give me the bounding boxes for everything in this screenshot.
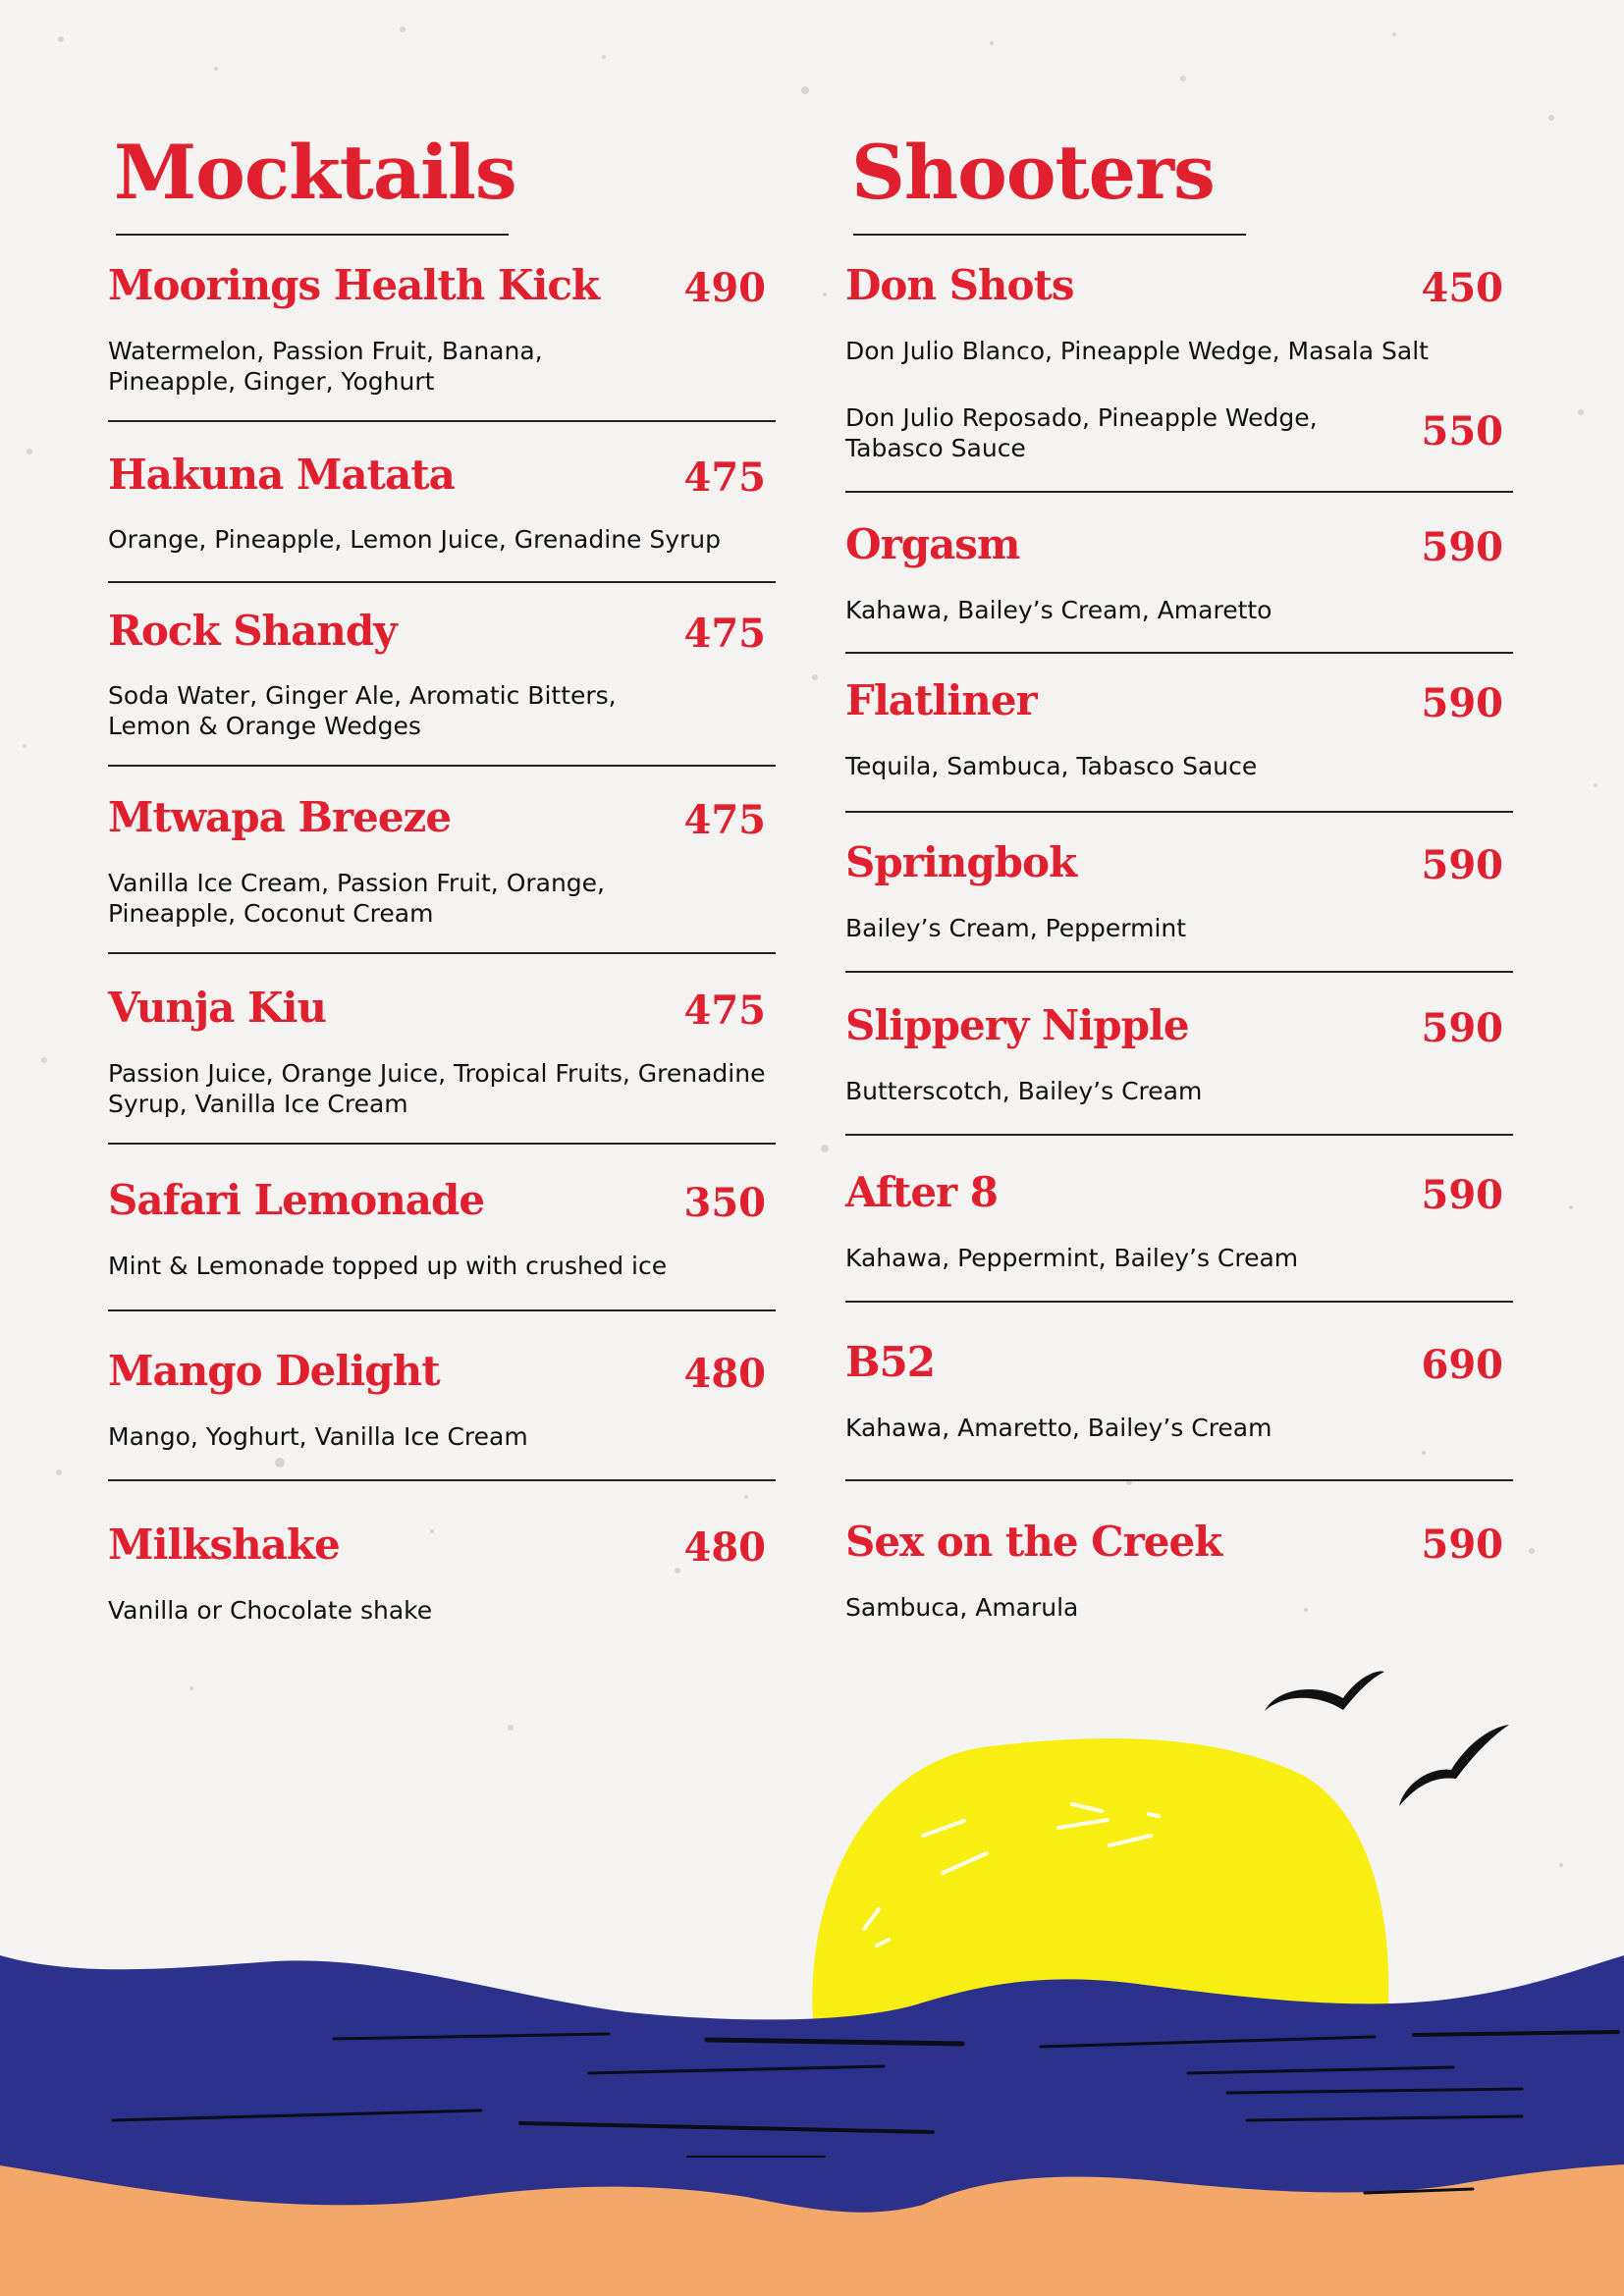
item-name: Orgasm <box>845 520 1020 568</box>
item-divider <box>108 1143 776 1145</box>
item-divider <box>845 1301 1513 1303</box>
item-divider <box>108 420 776 422</box>
item-price: 475 <box>683 797 766 843</box>
sunset-sea-illustration <box>0 1649 1624 2296</box>
item-description: Don Julio Blanco, Pineapple Wedge, Masala Salt <box>845 337 1429 365</box>
item-name: Slippery Nipple <box>845 1001 1189 1049</box>
shooters-title: Shooters <box>851 129 1215 216</box>
item-description: Orange, Pineapple, Lemon Juice, Grenadine Syrup <box>108 525 722 554</box>
item-description: Vanilla Ice Cream, Passion Fruit, Orange, Pineapple, Coconut Cream <box>108 869 606 928</box>
item-price: 590 <box>1421 1172 1503 1218</box>
item-price: 590 <box>1421 1005 1503 1051</box>
item-name: Don Shots <box>845 261 1074 309</box>
item-price: 490 <box>683 265 766 311</box>
item-description: Kahawa, Bailey’s Cream, Amaretto <box>845 596 1272 624</box>
item-variant-description: Don Julio Reposado, Pineapple Wedge, Tabasco Sauce <box>845 403 1318 462</box>
item-name: Flatliner <box>845 676 1037 724</box>
item-description: Mango, Yoghurt, Vanilla Ice Cream <box>108 1422 528 1451</box>
item-price: 590 <box>1421 524 1503 570</box>
item-name: Safari Lemonade <box>108 1176 485 1224</box>
item-divider <box>108 581 776 583</box>
item-description: Soda Water, Ginger Ale, Aromatic Bitters, Lemon & Orange Wedges <box>108 681 617 740</box>
item-divider <box>108 765 776 767</box>
item-name: B52 <box>845 1338 935 1386</box>
shooters-title-underline <box>853 234 1246 236</box>
item-name: Springbok <box>845 838 1077 886</box>
item-divider <box>845 1479 1513 1481</box>
item-description: Kahawa, Peppermint, Bailey’s Cream <box>845 1244 1299 1272</box>
item-description: Mint & Lemonade topped up with crushed ice <box>108 1252 668 1280</box>
item-price: 690 <box>1421 1342 1503 1388</box>
item-price: 450 <box>1421 265 1503 311</box>
item-description: Sambuca, Amarula <box>845 1593 1079 1622</box>
item-price: 480 <box>683 1351 766 1397</box>
item-name: Milkshake <box>108 1521 340 1569</box>
item-divider <box>845 652 1513 654</box>
item-divider <box>845 1134 1513 1136</box>
item-divider <box>845 971 1513 973</box>
item-description: Watermelon, Passion Fruit, Banana, Pineapple, Ginger, Yoghurt <box>108 337 543 396</box>
item-description: Bailey’s Cream, Peppermint <box>845 914 1187 942</box>
mocktails-title-underline <box>116 234 509 236</box>
item-price: 475 <box>683 454 766 501</box>
item-description: Butterscotch, Bailey’s Cream <box>845 1077 1203 1105</box>
item-name: Moorings Health Kick <box>108 261 600 309</box>
item-description: Kahawa, Amaretto, Bailey’s Cream <box>845 1414 1272 1442</box>
item-divider <box>108 1479 776 1481</box>
item-price: 590 <box>1421 680 1503 726</box>
mocktails-title: Mocktails <box>114 129 516 216</box>
item-variant-price: 550 <box>1421 408 1503 454</box>
item-price: 590 <box>1421 842 1503 888</box>
item-name: Mango Delight <box>108 1347 440 1395</box>
item-description: Passion Juice, Orange Juice, Tropical Fruits, Grenadine Syrup, Vanilla Ice Cream <box>108 1059 766 1118</box>
bird-icon <box>1265 1672 1384 1711</box>
item-divider <box>845 491 1513 493</box>
item-description: Vanilla or Chocolate shake <box>108 1596 433 1625</box>
item-price: 350 <box>683 1180 766 1226</box>
bird-icon <box>1399 1725 1509 1806</box>
item-name: Hakuna Matata <box>108 451 455 499</box>
item-name: Sex on the Creek <box>845 1518 1222 1566</box>
item-price: 590 <box>1421 1522 1503 1568</box>
item-price: 480 <box>683 1524 766 1571</box>
item-price: 475 <box>683 611 766 657</box>
item-divider <box>108 952 776 954</box>
item-name: After 8 <box>845 1168 999 1216</box>
item-price: 475 <box>683 988 766 1034</box>
item-divider <box>845 811 1513 813</box>
item-name: Vunja Kiu <box>108 984 326 1032</box>
item-description: Tequila, Sambuca, Tabasco Sauce <box>845 752 1258 780</box>
item-divider <box>108 1309 776 1311</box>
item-name: Mtwapa Breeze <box>108 793 452 841</box>
item-name: Rock Shandy <box>108 607 397 655</box>
